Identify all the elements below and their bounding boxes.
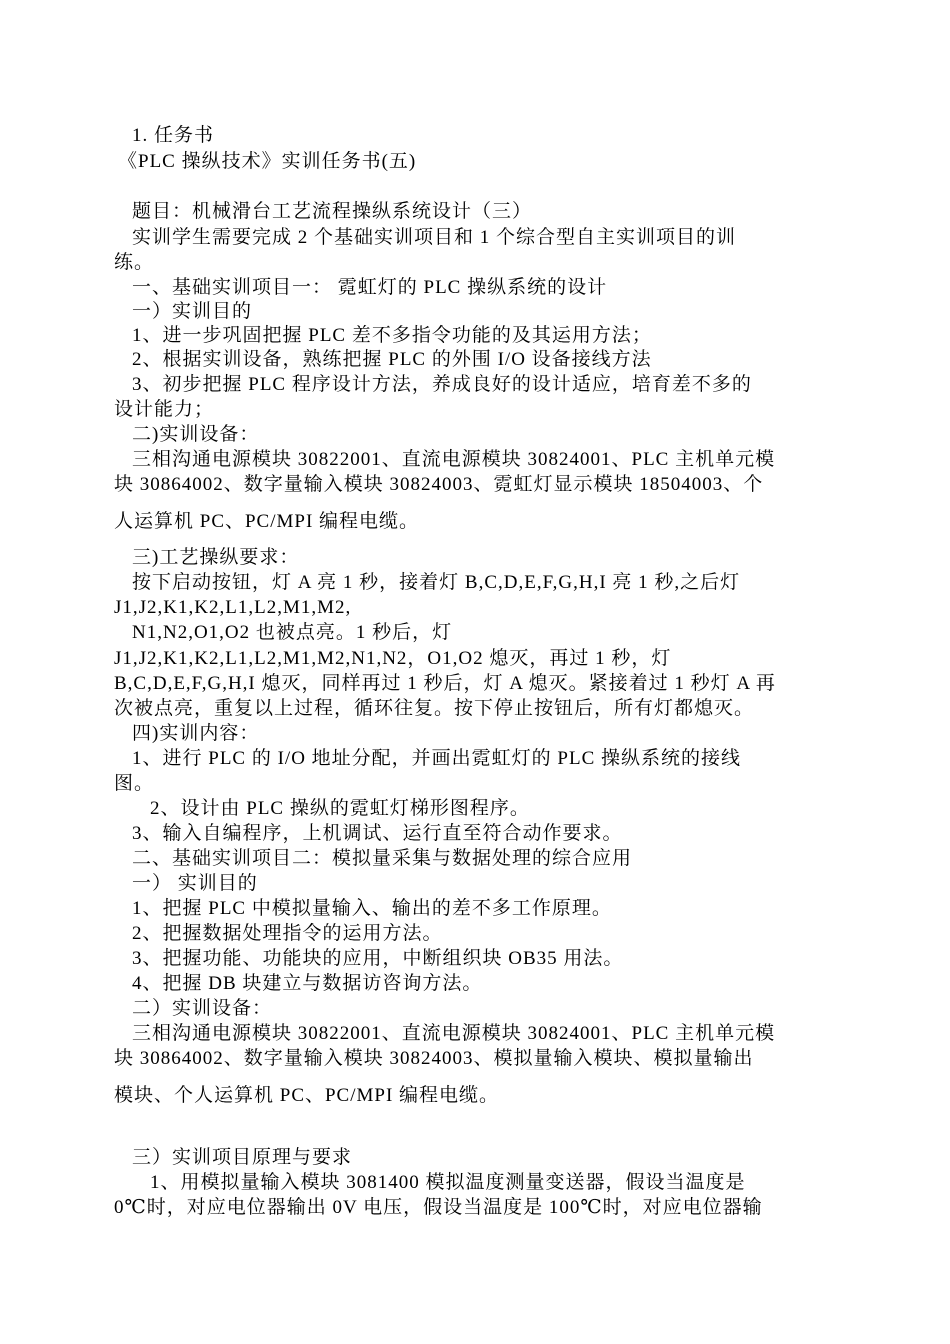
p1-content-heading: 四)实训内容： <box>132 723 260 744</box>
p1-content-item-cont: 图。 <box>114 773 155 794</box>
p2-principle-heading: 三）实训项目原理与要求 <box>132 1147 353 1168</box>
project1-heading: 一、基础实训项目一： 霓虹灯的 PLC 操纵系统的设计 <box>132 277 608 298</box>
section-number-heading: 1. 任务书 <box>132 125 215 146</box>
p1-objective-item: 1、进一步巩固把握 PLC 差不多指令功能的及其运用方法； <box>132 325 652 346</box>
p1-equipment-text: 块 30864002、数字量输入模块 30824003、霓虹灯显示模块 18504003、个 <box>114 474 764 495</box>
p1-process-text: 按下启动按钮，灯 A 亮 1 秒，接着灯 B,C,D,E,F,G,H,I 亮 1 秒,之后灯 <box>132 572 741 593</box>
topic-line: 题目：机械滑台工艺流程操纵系统设计（三） <box>132 201 533 222</box>
p2-objective-item: 3、把握功能、功能块的应用，中断组织块 OB35 用法。 <box>132 948 624 969</box>
p2-objective-item: 2、把握数据处理指令的运用方法。 <box>132 923 443 944</box>
p1-objective-heading: 一）实训目的 <box>132 301 253 322</box>
p1-objective-item: 2、根据实训设备，熟练把握 PLC 的外围 I/O 设备接线方法 <box>132 349 652 370</box>
p1-process-text: 次被点亮，重复以上过程，循环往复。按下停止按钮后，所有灯都熄灭。 <box>114 698 755 719</box>
p2-principle-text: 0℃时，对应电位器输出 0V 电压，假设当温度是 100℃时，对应电位器输 <box>114 1197 763 1218</box>
intro-line-cont: 练。 <box>114 252 155 273</box>
document-title: 《PLC 操纵技术》实训任务书(五) <box>118 151 417 172</box>
p1-equipment-heading: 二)实训设备： <box>132 424 260 445</box>
p1-content-item: 3、输入自编程序，上机调试、运行直至符合动作要求。 <box>132 823 623 844</box>
p1-process-text: N1,N2,O1,O2 也被点亮。1 秒后，灯 <box>132 622 453 643</box>
p2-objective-item: 4、把握 DB 块建立与数据访咨询方法。 <box>132 973 483 994</box>
p1-process-text: B,C,D,E,F,G,H,I 熄灭，同样再过 1 秒后，灯 A 熄灭。紧接着过 1 秒灯 A 再 <box>114 673 776 694</box>
p2-principle-text: 1、用模拟量输入模块 3081400 模拟温度测量变送器，假设当温度是 <box>150 1172 746 1193</box>
project2-heading: 二、基础实训项目二：模拟量采集与数据处理的综合应用 <box>132 848 633 869</box>
p1-process-heading: 三)工艺操纵要求： <box>132 547 300 568</box>
p1-objective-item-cont: 设计能力； <box>114 399 215 420</box>
p1-process-text: J1,J2,K1,K2,L1,L2,M1,M2, <box>114 597 352 618</box>
p1-content-item: 1、进行 PLC 的 I/O 地址分配，并画出霓虹灯的 PLC 操纵系统的接线 <box>132 748 742 769</box>
p1-equipment-text: 三相沟通电源模块 30822001、直流电源模块 30824001、PLC 主机单元模 <box>132 449 776 470</box>
p2-objective-heading: 一） 实训目的 <box>132 873 258 894</box>
p1-equipment-text: 人运算机 PC、PC/MPI 编程电缆。 <box>114 511 420 532</box>
p1-objective-item: 3、初步把握 PLC 程序设计方法，养成良好的设计适应，培育差不多的 <box>132 374 752 395</box>
p1-content-item: 2、设计由 PLC 操纵的霓虹灯梯形图程序。 <box>150 798 530 819</box>
p2-equipment-heading: 二）实训设备： <box>132 998 273 1019</box>
p2-equipment-text: 三相沟通电源模块 30822001、直流电源模块 30824001、PLC 主机单元模 <box>132 1023 776 1044</box>
intro-line: 实训学生需要完成 2 个基础实训项目和 1 个综合型自主实训项目的训 <box>132 227 737 248</box>
p2-equipment-text: 模块、个人运算机 PC、PC/MPI 编程电缆。 <box>114 1085 500 1106</box>
p2-objective-item: 1、把握 PLC 中模拟量输入、输出的差不多工作原理。 <box>132 898 612 919</box>
p2-equipment-text: 块 30864002、数字量输入模块 30824003、模拟量输入模块、模拟量输出 <box>114 1048 754 1069</box>
p1-process-text: J1,J2,K1,K2,L1,L2,M1,M2,N1,N2，O1,O2 熄灭，再过 1 秒，灯 <box>114 648 672 669</box>
